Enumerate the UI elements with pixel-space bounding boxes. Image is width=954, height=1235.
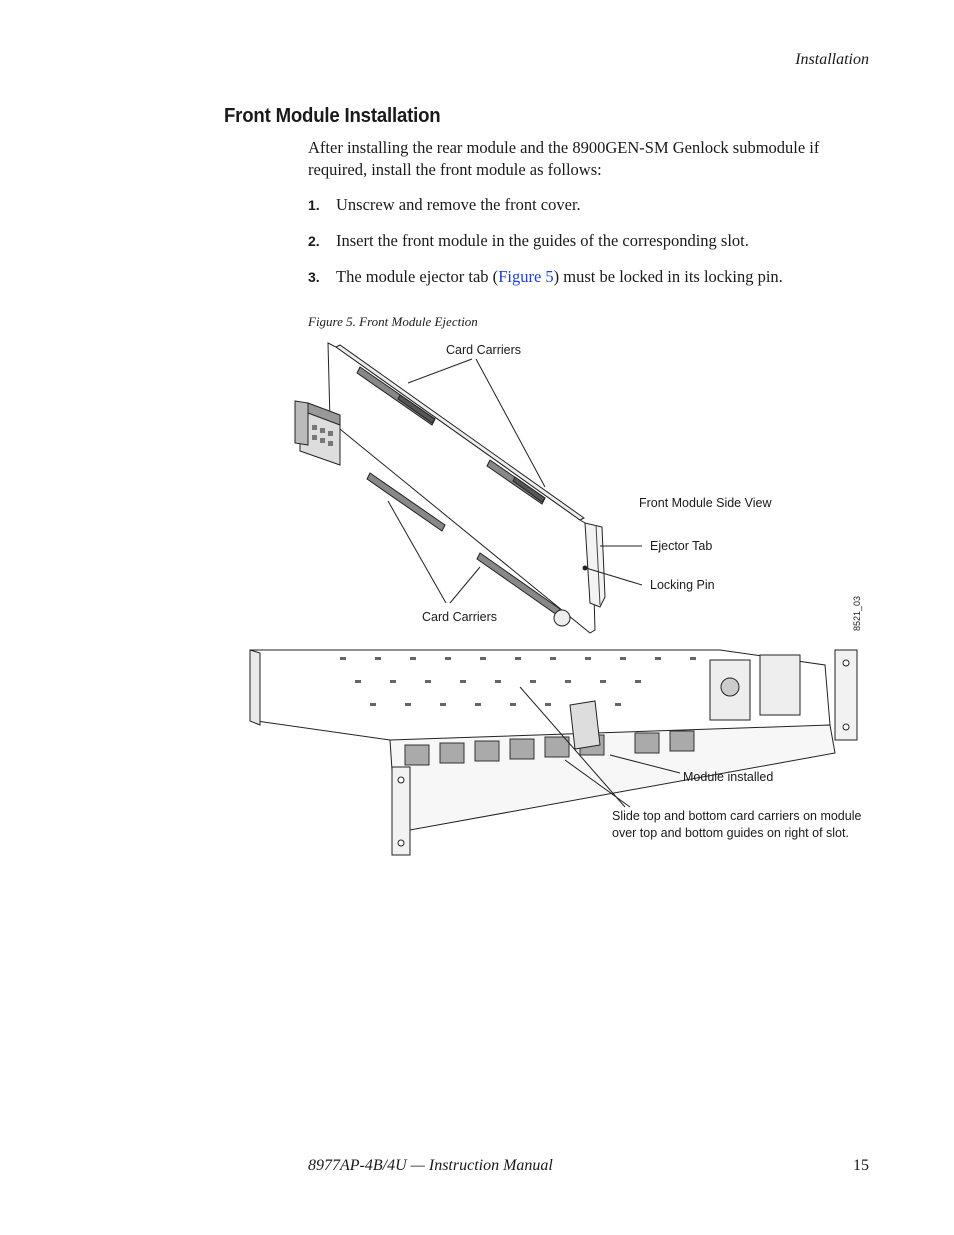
label-front-module-side-view: Front Module Side View: [639, 496, 772, 510]
step-2: [308, 230, 749, 252]
label-locking-pin: Locking Pin: [650, 578, 715, 592]
footer-page-number: 15: [853, 1157, 869, 1174]
label-card-carriers-top: Card Carriers: [446, 343, 522, 357]
label-slide-line-2: over top and bottom guides on right of slot.: [612, 826, 849, 840]
front-module-board-drawing: [295, 343, 605, 633]
section-title: Front Module Installation: [224, 105, 441, 127]
step-text-before: The module ejector tab (: [336, 267, 499, 286]
label-figure-id: 8521_03: [852, 595, 862, 631]
footer-manual-title: 8977AP-4B/4U — Instruction Manual: [308, 1157, 553, 1174]
front-module-ejection-figure: [240, 335, 880, 865]
intro-paragraph: After installing the rear module and the 8900GEN-SM Genlock submodule if required, install the front module as follows:: [308, 138, 820, 179]
step-1: [308, 194, 581, 216]
label-ejector-tab: Ejector Tab: [650, 539, 713, 553]
step-number: 2.: [308, 233, 320, 249]
figure-caption: Figure 5. Front Module Ejection: [308, 314, 478, 329]
label-module-installed: Module installed: [683, 770, 774, 784]
running-head: Installation: [795, 51, 869, 68]
step-text: Insert the front module in the guides of the corresponding slot.: [336, 231, 749, 250]
label-card-carriers-bottom: Card Carriers: [422, 610, 498, 624]
step-text: Unscrew and remove the front cover.: [336, 195, 581, 214]
frame-drawing: [250, 650, 857, 855]
label-slide-line-1: Slide top and bottom card carriers on module: [612, 809, 862, 823]
step-number: 1.: [308, 197, 320, 213]
step-3: [308, 266, 783, 288]
step-text-after: ) must be locked in its locking pin.: [553, 267, 783, 286]
step-number: 3.: [308, 269, 320, 285]
figure-5-link[interactable]: Figure 5: [498, 267, 554, 286]
